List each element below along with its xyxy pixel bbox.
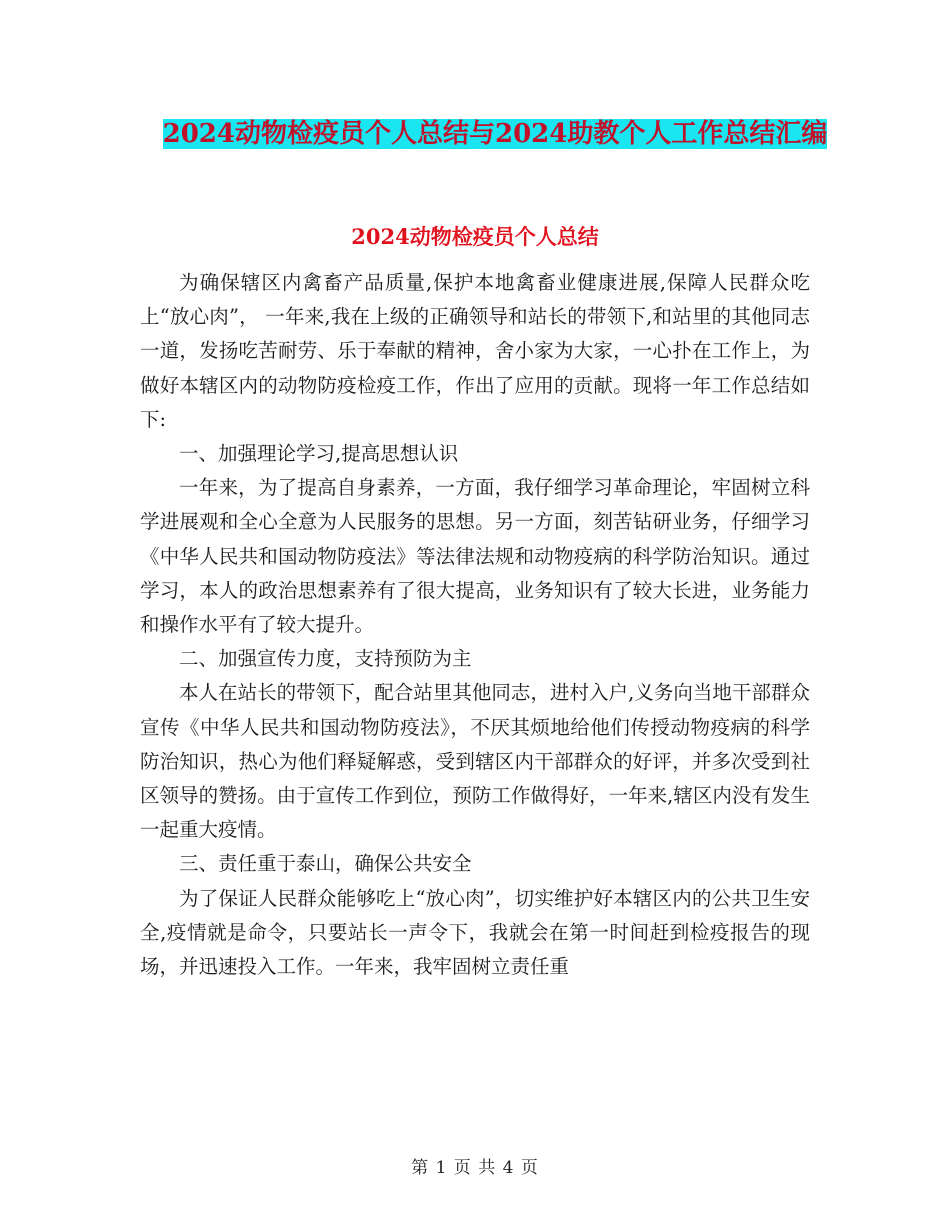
section-title: 2024动物检疫员个人总结 (351, 224, 599, 249)
heading-theory-study: 一、加强理论学习,提高思想认识 (179, 442, 459, 466)
paragraph-intro: 为确保辖区内禽畜产品质量,保护本地禽畜业健康进展,保障人民群众吃上“放心肉”， 一年来,我在上级的正确领导和站长的带领下,和站里的其他同志一道，发扬吃苦耐劳、乐于奉献的精神，舍小家为大家，一心扑在工作上，为做好本辖区内的动物防疫检疫工作，作出了应用的贡献。现将一年工作总结如下: (140, 271, 810, 431)
body-text (140, 266, 810, 984)
page-footer: 第 1 页 共 4 页 (411, 1158, 539, 1178)
heading-publicity: 二、加强宣传力度，支持预防为主 (179, 647, 472, 671)
document-title-highlight: 2024动物检疫员个人总结与2024助教个人工作总结汇编 (162, 119, 828, 149)
paragraph-publicity: 本人在站长的带领下，配合站里其他同志，进村入户,义务向当地干部群众宣传《中华人民共和国动物防疫法》，不厌其烦地给他们传授动物疫病的科学防治知识，热心为他们释疑解惑，受到辖区内干部群众的好评，并多次受到社区领导的赞扬。由于宣传工作到位，预防工作做得好，一年来,辖区内没有发生一起重大疫情。 (140, 681, 810, 842)
heading-responsibility: 三、责任重于泰山，确保公共安全 (179, 852, 472, 876)
paragraph-responsibility: 为了保证人民群众能够吃上“放心肉”，切实维护好本辖区内的公共卫生安全,疫情就是命令，只要站长一声令下，我就会在第一时间赶到检疫报告的现场，并迅速投入工作。一年来，我牢固树立责任重 (140, 886, 810, 979)
paragraph-theory-study: 一年来，为了提高自身素养，一方面，我仔细学习革命理论，牢固树立科学进展观和全心全意为人民服务的思想。另一方面，刻苦钻研业务，仔细学习《中华人民共和国动物防疫法》等法律法规和动物疫病的科学防治知识。通过学习，本人的政治思想素养有了很大提高，业务知识有了较大长进，业务能力和操作水平有了较大提升。 (140, 476, 810, 637)
document-title (140, 112, 850, 156)
